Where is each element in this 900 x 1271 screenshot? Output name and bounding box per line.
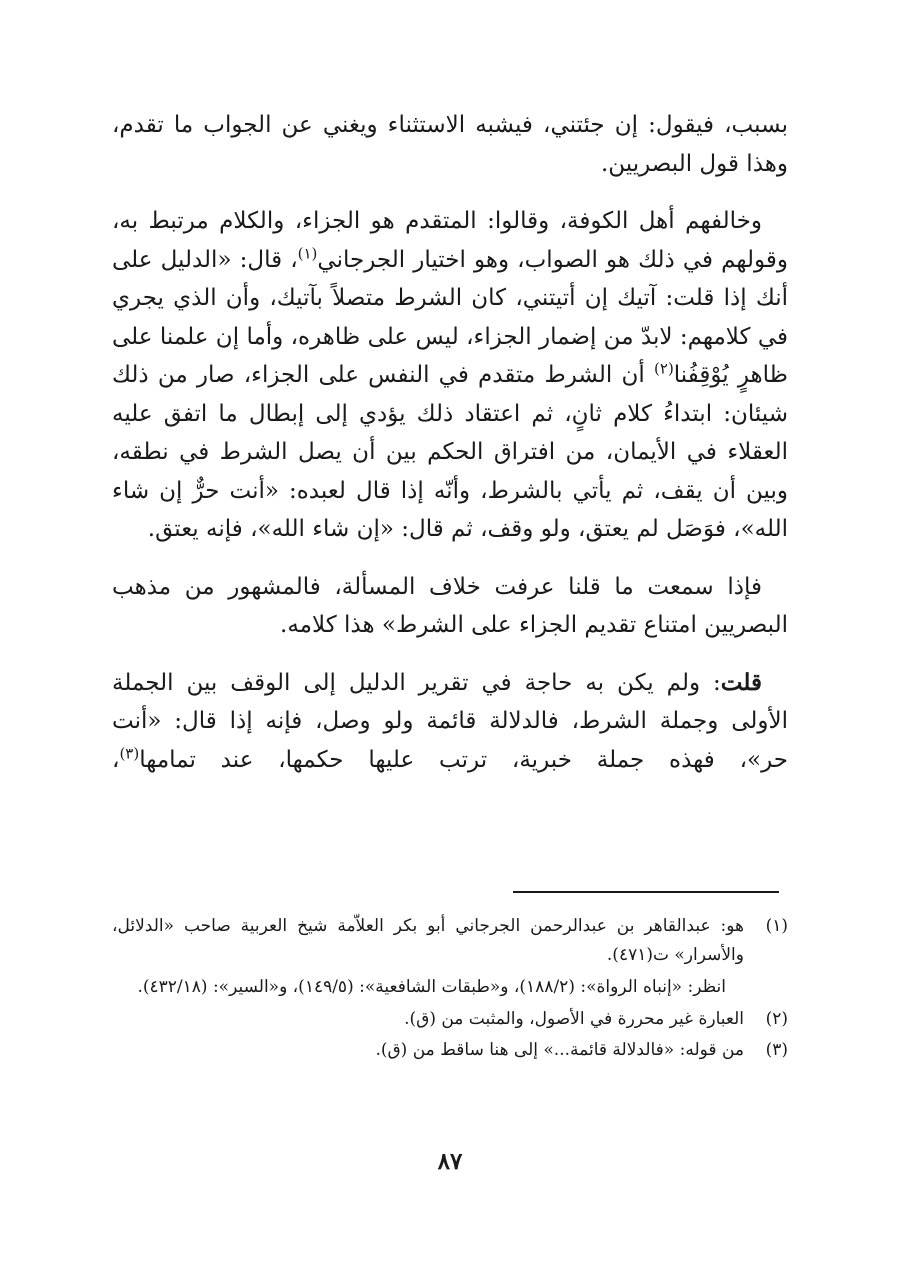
paragraph-4-text-b: ،	[112, 746, 120, 773]
footnote-2-number: (٢)	[765, 1008, 788, 1029]
paragraph-2-text-b: ، قال: «الدليل على أنك إذا قلت: آتيك إن أتيتني، كان الشرط متصلاً بآتيك، وأن الذي يجري في كلامهم: لابدّ من إضمار الجزاء، ليس على ظاهره، وأما إن علمنا على ظاهرٍ يُوْقِفُنا	[112, 246, 788, 388]
footnote-3-number: (٣)	[765, 1040, 788, 1060]
paragraph-4	[112, 664, 788, 780]
paragraph-2-text-c: أن الشرط متقدم في النفس على الجزاء، صار من ذلك شيئان: ابتداءُ كلام ثانٍ، ثم اعتقاد ذلك يؤدي إلى إبطال ما اتفق عليه العقلاء في الأيمان، من افتراق الحكم بين أن يصل الشرط في نطقه، وبين أن يقف، ثم يأتي بالشرط، وأنّه إذا قال لعبده: «أنت حرٌّ إن شاء الله»، فوَصَل لم يعتق، ولو وقف، ثم قال: «إن شاء الله»، فإنه يعتق.	[112, 362, 788, 542]
footnote-1-sources: انظر: «إنباه الرواة»: (١٨٨/٢)، و«طبقات الشافعية»: (١٤٩/٥)، و«السير»: (٤٣٢/١٨).	[137, 977, 726, 997]
paragraph-3	[112, 568, 788, 645]
footnote-ref-1[interactable]: (١)	[297, 243, 318, 262]
footnote-ref-3[interactable]: (٣)	[119, 743, 140, 762]
paragraph-1-text: بسبب، فيقول: إن جئتني، فيشبه الاستثناء ويغني عن الجواب ما تقدم، وهذا قول البصريين.	[112, 112, 788, 177]
footnote-2-text: العبارة غير محررة في الأصول، والمثبت من (ق).	[404, 1008, 744, 1029]
footnotes	[112, 912, 788, 1068]
paragraph-4-text-a: : ولم يكن به حاجة في تقرير الدليل إلى الوقف بين الجملة الأولى وجملة الشرط، فالدلالة قائمة ولو وصل، فإنه إذا قال: «أنت حر»، فهذه جملة خبرية، ترتب عليها حكمها، عند تمامها	[112, 669, 788, 773]
footnote-separator	[513, 891, 779, 893]
paragraph-2-text-a: وخالفهم أهل الكوفة، وقالوا: المتقدم هو الجزاء، والكلام مرتبط به، وقولهم في ذلك هو الصواب، وهو اختيار الجرجاني	[112, 208, 788, 273]
paragraph-4-lead: قلت	[720, 668, 762, 696]
footnote-3	[112, 1036, 788, 1065]
paragraph-2	[112, 202, 788, 549]
paragraph-3-text: فإذا سمعت ما قلنا عرفت خلاف المسألة، فالمشهور من مذهب البصريين امتناع تقديم الجزاء على الشرط» هذا كلامه.	[112, 573, 788, 638]
footnote-1	[112, 912, 788, 1002]
page-number: ٨٧	[437, 1148, 463, 1175]
footnote-1-text: هو: عبدالقاهر بن عبدالرحمن الجرجاني أبو بكر العلاّمة شيخ العربية صاحب «الدلائل، والأسرار» ت(٤٧١).	[112, 916, 744, 965]
paragraph-1	[112, 106, 788, 183]
main-text	[112, 106, 788, 779]
footnote-3-text: من قوله: «فالدلالة قائمة...» إلى هنا ساقط من (ق).	[375, 1040, 744, 1060]
footnote-ref-2[interactable]: (٢)	[654, 359, 674, 378]
footnote-2	[112, 1005, 788, 1034]
footnote-1-number: (١)	[765, 916, 788, 936]
